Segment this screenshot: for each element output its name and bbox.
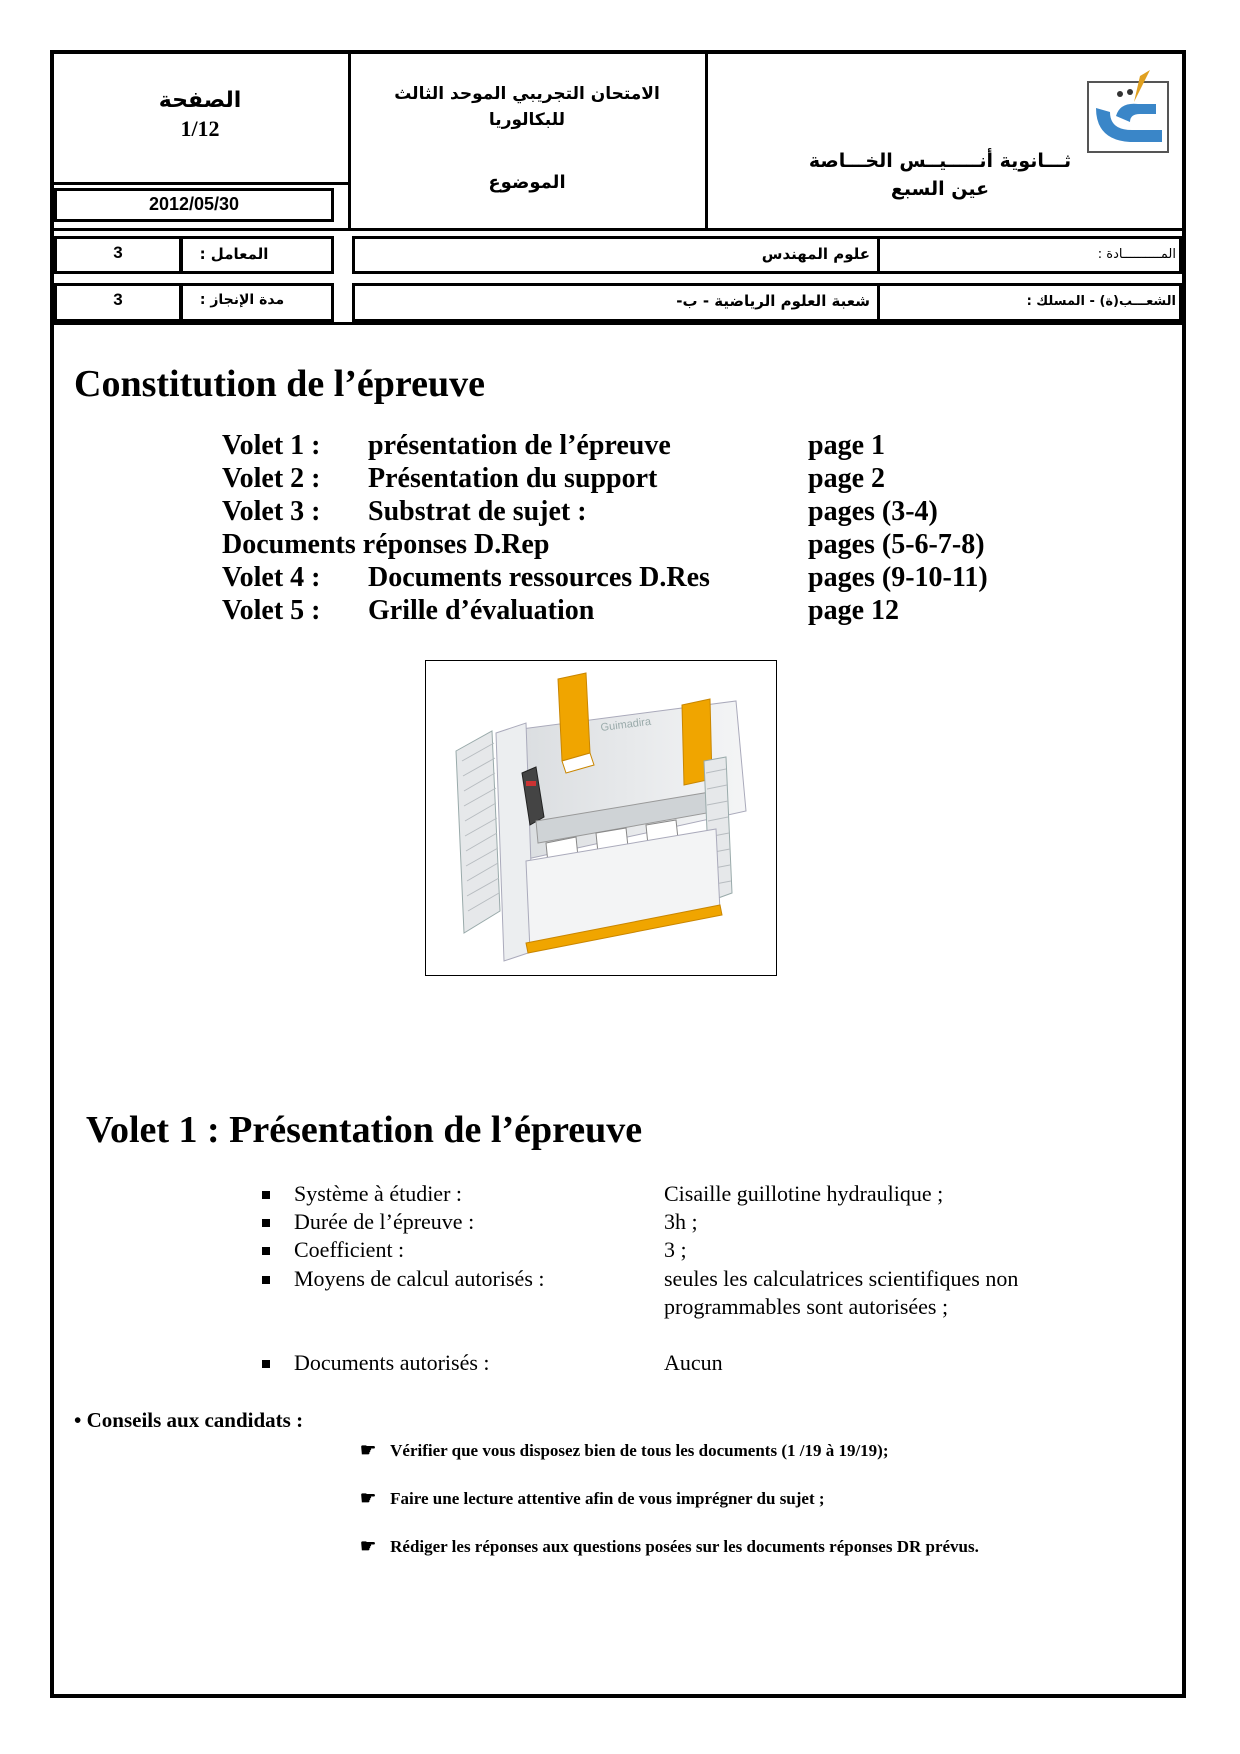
header-divider-top: [50, 228, 1186, 231]
school-name: ثـــانوية أنـــــيــس الخـــاصة: [808, 150, 1072, 172]
advice-text: Rédiger les réponses aux questions posées sur les documents réponses DR prévus.: [390, 1537, 979, 1556]
page-number: 1/12: [180, 116, 220, 141]
subject-field-label: المــــــــــادة :: [1097, 247, 1176, 262]
advice-item: [360, 1440, 889, 1461]
subject-box-divider: [877, 236, 880, 274]
bullet-icon: [262, 1276, 270, 1284]
volet1-title: Volet 1 : Présentation de l’épreuve: [86, 1109, 643, 1151]
toc-volet: Volet 1 :: [222, 430, 321, 461]
info-label: Coefficient :: [294, 1237, 405, 1262]
toc-page: page 12: [808, 595, 899, 626]
info-label: Durée de l’épreuve :: [294, 1209, 475, 1234]
header-divider-bottom: [50, 322, 1186, 325]
toc-volet: Volet 4 :: [222, 562, 321, 593]
page-label: الصفحة: [158, 88, 242, 113]
toc-volet: Volet 2 :: [222, 463, 321, 494]
exam-title-line2: للبكالوريا: [488, 110, 566, 130]
toc-page: pages (3-4): [808, 496, 938, 527]
subject-value: علوم المهندس: [761, 245, 870, 263]
info-value: Aucun: [664, 1350, 723, 1375]
bullet-icon: [262, 1191, 270, 1199]
advice-title: • Conseils aux candidats :: [74, 1408, 304, 1432]
info-value: 3 ;: [664, 1237, 687, 1262]
toc-page: page 1: [808, 430, 885, 461]
info-value: Cisaille guillotine hydraulique ;: [664, 1181, 944, 1206]
advice-text: Faire une lecture attentive afin de vous imprégner du sujet ;: [390, 1489, 825, 1508]
header-col-divider-2: [705, 54, 708, 228]
bullet-icon: [262, 1247, 270, 1255]
toc-page: pages (5-6-7-8): [808, 529, 985, 560]
stream-box-divider: [877, 283, 880, 322]
duration-value: 3: [113, 290, 123, 309]
advice-item: [360, 1536, 979, 1557]
pointing-hand-icon: ☛: [360, 1488, 377, 1508]
info-label: Système à étudier :: [294, 1181, 463, 1206]
school-city: عين السبع: [890, 178, 990, 200]
press-brake-illustration: [426, 661, 776, 975]
duration-label: مدة الإنجاز :: [199, 292, 285, 308]
exam-date: 2012/05/30: [148, 194, 240, 214]
info-value-continuation: programmables sont autorisées ;: [664, 1294, 949, 1319]
stream-value: شعبة العلوم الرياضية - ب-: [676, 292, 870, 310]
header-col-divider-1: [348, 54, 351, 228]
bullet-icon: [262, 1219, 270, 1227]
toc-volet: Volet 3 :: [222, 496, 321, 527]
info-label: Documents autorisés :: [294, 1350, 490, 1375]
pointing-hand-icon: ☛: [360, 1536, 377, 1556]
coefficient-value: 3: [113, 243, 123, 262]
toc-desc: Grille d’évaluation: [368, 595, 595, 626]
info-value: 3h ;: [664, 1209, 698, 1234]
toc-volet: Documents réponses D.Rep: [222, 529, 550, 560]
subject-label: الموضوع: [488, 172, 566, 193]
exam-title-line1: الامتحان التجريبي الموحد الثالث: [394, 84, 660, 104]
pointing-hand-icon: ☛: [360, 1440, 377, 1460]
info-value: seules les calculatrices scientifiques non: [664, 1266, 1019, 1291]
toc-volet: Volet 5 :: [222, 595, 321, 626]
constitution-title: Constitution de l’épreuve: [74, 363, 485, 405]
coefficient-label: المعامل :: [199, 245, 269, 263]
toc-desc: Substrat de sujet :: [368, 496, 587, 527]
bullet-icon: [262, 1360, 270, 1368]
page-cell-divider: [50, 182, 348, 185]
machine-image: [425, 660, 777, 976]
toc-page: page 2: [808, 463, 885, 494]
stream-label: الشعـــب(ة) - المسلك :: [1026, 294, 1176, 309]
school-logo-icon: [1086, 68, 1176, 156]
advice-text: Vérifier que vous disposez bien de tous les documents (1 /19 à 19/19);: [390, 1441, 889, 1460]
toc-desc: présentation de l’épreuve: [368, 430, 671, 461]
advice-item: [360, 1488, 825, 1509]
toc-desc: Documents ressources D.Res: [368, 562, 710, 593]
toc-desc: Présentation du support: [368, 463, 658, 494]
toc-page: pages (9-10-11): [808, 562, 988, 593]
info-label: Moyens de calcul autorisés :: [294, 1266, 545, 1291]
machine-brand-label: Guimadira: [599, 715, 652, 734]
